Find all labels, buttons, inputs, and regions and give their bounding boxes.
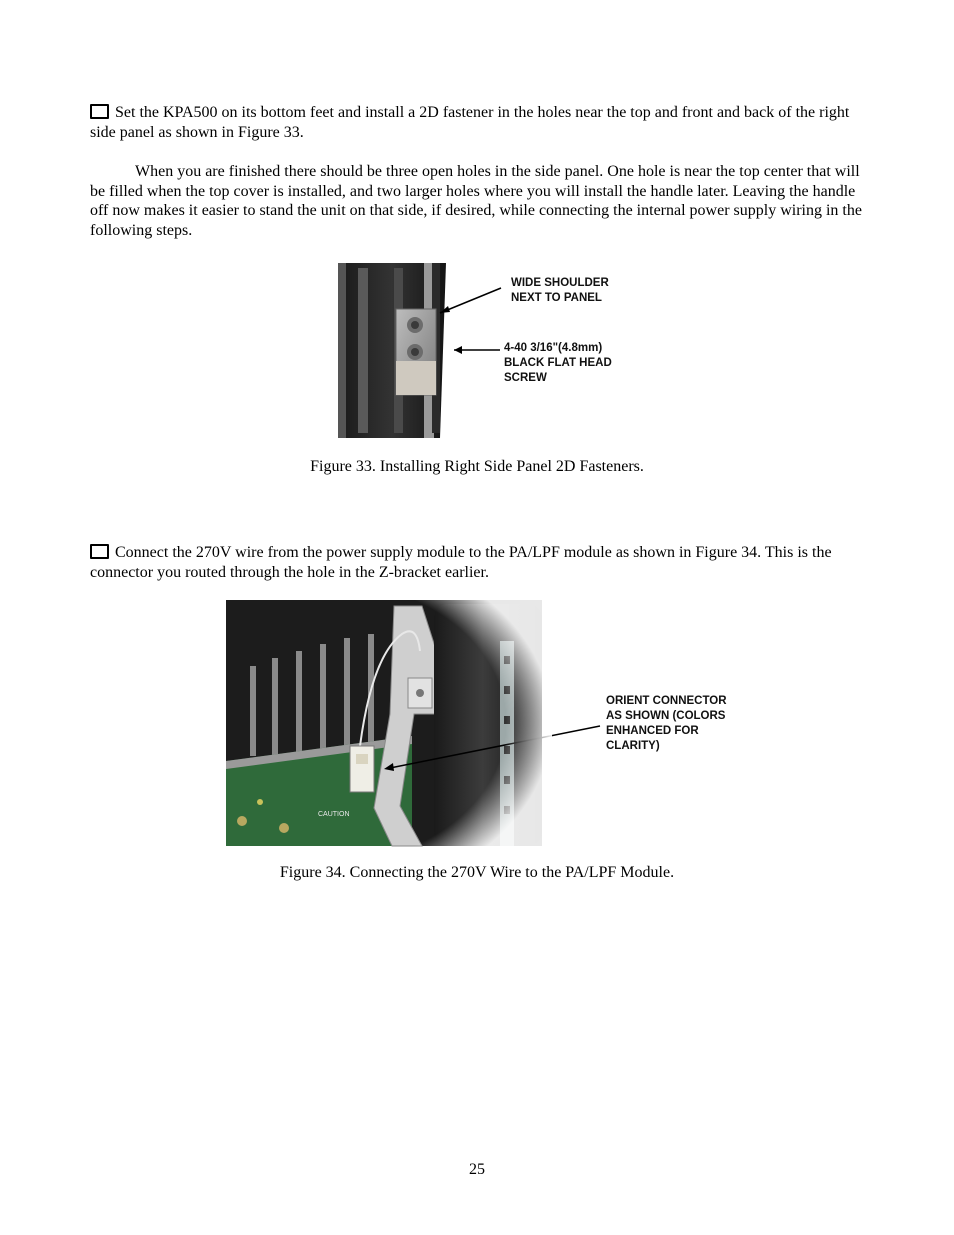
- page-number: 25: [469, 1161, 485, 1178]
- step-2-text: Connect the 270V wire from the power supply module to the PA/LPF module as shown in Figure 34. This is the connector you routed through the hole in the Z-bracket earlier.: [90, 544, 832, 581]
- step-2-paragraph: [90, 543, 870, 582]
- figure-34-callout: ORIENT CONNECTOR AS SHOWN (COLORS ENHANCED FOR CLARITY): [606, 695, 727, 752]
- note-paragraph: When you are finished there should be three open holes in the side panel. One hole is near the top center that will be filled when the top cover is installed, and two larger holes where you will install the handle later. Leaving the handle off now makes it easier to stand the unit on that side, if desired, while connecting the internal power supply wiring in the following steps.: [90, 163, 862, 239]
- figure-33-caption: Figure 33. Installing Right Side Panel 2D Fasteners.: [310, 458, 644, 475]
- step-checkbox[interactable]: [90, 544, 109, 559]
- figure-33-photo: [336, 263, 636, 438]
- figure-34: [222, 596, 738, 850]
- figure-33-callout-top: WIDE SHOULDER NEXT TO PANEL: [511, 277, 609, 304]
- step-checkbox[interactable]: [90, 104, 109, 119]
- step-1-text: Set the KPA500 on its bottom feet and install a 2D fastener in the holes near the top and front and back of the right side panel as shown in Figure 33.: [90, 104, 850, 141]
- figure-33: [336, 263, 636, 438]
- figure-34-caption: Figure 34. Connecting the 270V Wire to the PA/LPF Module.: [279, 864, 675, 881]
- figure-33-callout-bottom: 4-40 3/16"(4.8mm) BLACK FLAT HEAD SCREW: [504, 342, 612, 384]
- figure-34-photo: [222, 596, 738, 850]
- step-1-paragraph: [90, 103, 870, 142]
